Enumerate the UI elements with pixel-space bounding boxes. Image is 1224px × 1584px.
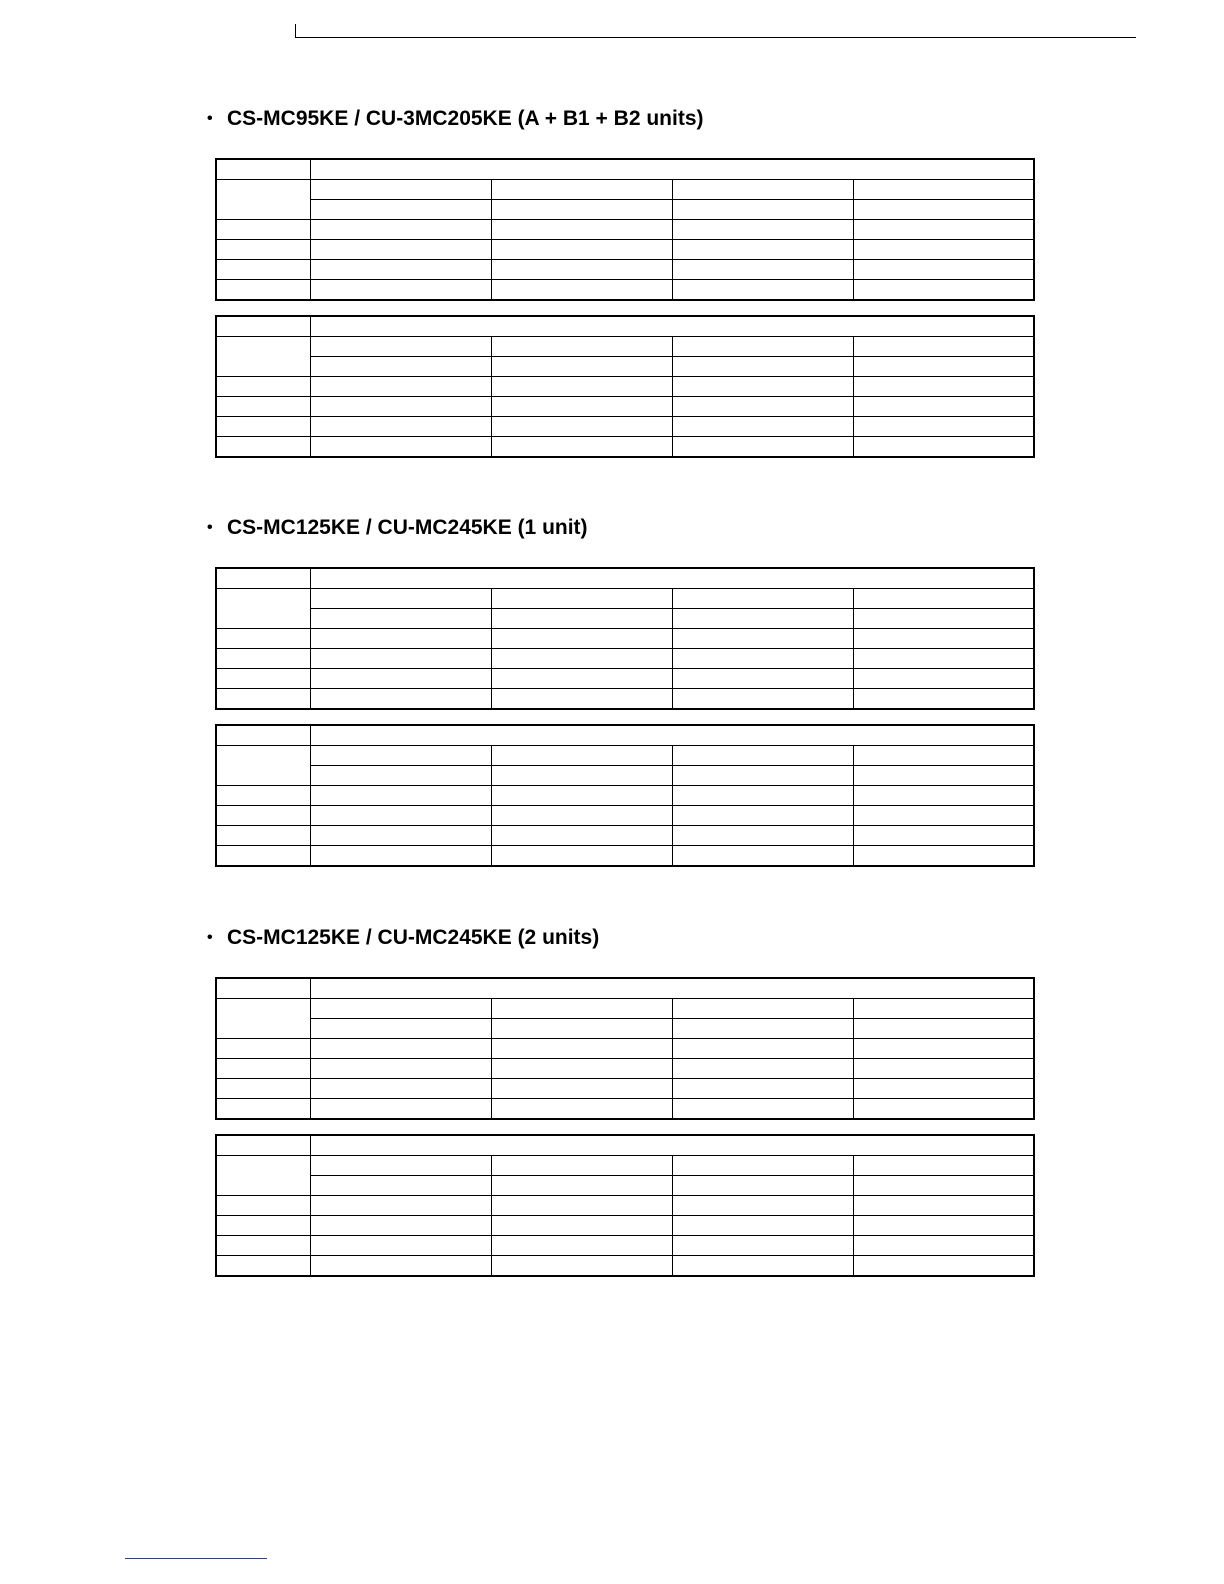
header-rule	[295, 37, 1136, 38]
spec-table-1-cooling	[215, 158, 1035, 301]
bullet-icon: •	[207, 929, 213, 946]
spec-table-2-heating	[215, 724, 1035, 867]
section-heading-1	[207, 107, 704, 131]
spec-table-3-cooling	[215, 977, 1035, 1120]
section-heading-2	[207, 516, 588, 540]
bullet-icon: •	[207, 519, 213, 536]
section-heading-text: CS-MC125KE / CU-MC245KE (1 unit)	[227, 516, 588, 539]
spec-table-3-heating	[215, 1134, 1035, 1277]
spec-table-1-heating	[215, 315, 1035, 458]
footer-link-underline[interactable]	[125, 1558, 267, 1559]
section-heading-text: CS-MC95KE / CU-3MC205KE (A + B1 + B2 units)	[227, 107, 704, 130]
bullet-icon: •	[207, 110, 213, 127]
header-rule-tick	[295, 24, 296, 38]
section-heading-3	[207, 926, 599, 950]
spec-table-2-cooling	[215, 567, 1035, 710]
section-heading-text: CS-MC125KE / CU-MC245KE (2 units)	[227, 926, 600, 949]
